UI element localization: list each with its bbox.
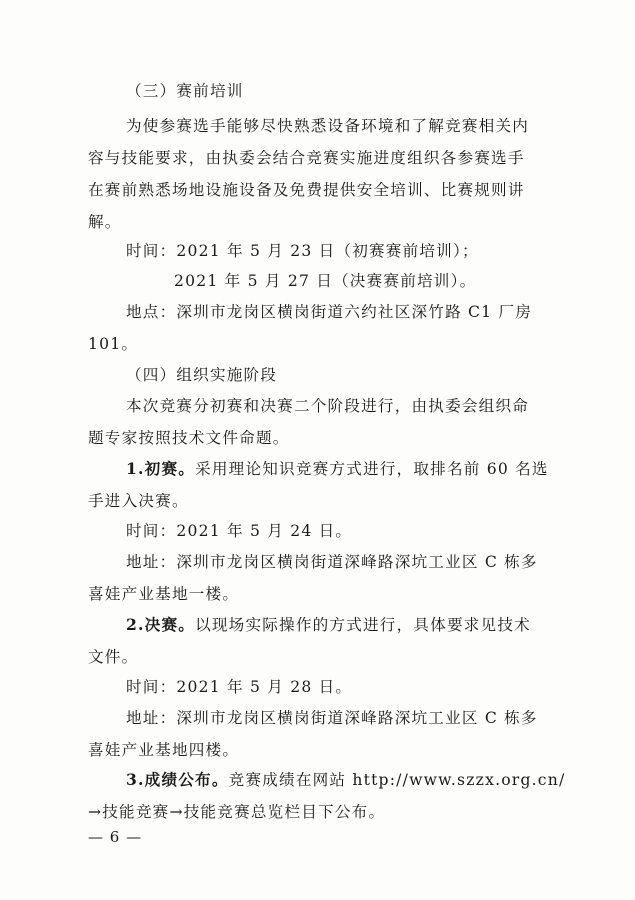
item3-text-line-2: →技能竞赛→技能竞赛总览栏目下公布。 [88, 803, 386, 821]
section3-heading: （三）赛前培训 [126, 82, 244, 100]
item2-line-1 [126, 614, 586, 636]
item3-title: 3.成绩公布。 [126, 770, 229, 789]
section3-para-line-3: 在赛前熟悉场地设施设备及免费提供安全培训、比赛规则讲 [88, 181, 525, 199]
item2-text-1: 以现场实际操作的方式进行，具体要求见技术 [195, 616, 531, 634]
item2-address-line-2: 喜娃产业基地四楼。 [88, 741, 240, 759]
item1-address-line-2: 喜娃产业基地一楼。 [88, 585, 240, 603]
item2-text-line-2: 文件。 [88, 648, 139, 666]
item2-address-line-1: 地址：深圳市龙岗区横岗街道深峰路深坑工业区 C 栋多 [126, 709, 538, 727]
page-number: — 6 — [88, 828, 143, 846]
item1-title: 1.初赛。 [126, 459, 196, 478]
section4-heading: （四）组织实施阶段 [126, 366, 278, 384]
section3-place-line-1: 地点：深圳市龙岗区横岗街道六约社区深竹路 C1 厂房 [126, 303, 533, 321]
item3-line-1 [126, 769, 586, 791]
item2-time: 时间：2021 年 5 月 28 日。 [126, 678, 353, 696]
item1-line-1 [126, 458, 586, 480]
item1-time: 时间：2021 年 5 月 24 日。 [126, 522, 353, 540]
section3-para-line-4: 解。 [88, 213, 122, 231]
section4-para-line-1: 本次竞赛分初赛和决赛二个阶段进行，由执委会组织命 [126, 397, 530, 415]
item1-text-line-2: 手进入决赛。 [88, 492, 189, 510]
section3-time-line-2: 2021 年 5 月 27 日（决赛赛前培训）。 [174, 272, 477, 290]
item1-address-line-1: 地址：深圳市龙岗区横岗街道深峰路深坑工业区 C 栋多 [126, 553, 538, 571]
section3-time-line-1: 时间：2021 年 5 月 23 日（初赛赛前培训）； [126, 242, 479, 260]
item2-title: 2.决赛。 [126, 615, 196, 634]
item1-text-1: 采用理论知识竞赛方式进行，取排名前 60 名选 [195, 460, 549, 478]
section3-place-line-2: 101。 [88, 335, 139, 353]
section3-para-line-2: 容与技能要求，由执委会结合竞赛实施进度组织各参赛选手 [88, 149, 525, 167]
item3-text-1: 竞赛成绩在网站 http://www.szzx.org.cn/ [228, 771, 566, 789]
section4-para-line-2: 题专家按照技术文件命题。 [88, 429, 290, 447]
section3-para-line-1: 为使参赛选手能够尽快熟悉设备环境和了解竞赛相关内 [126, 117, 530, 135]
